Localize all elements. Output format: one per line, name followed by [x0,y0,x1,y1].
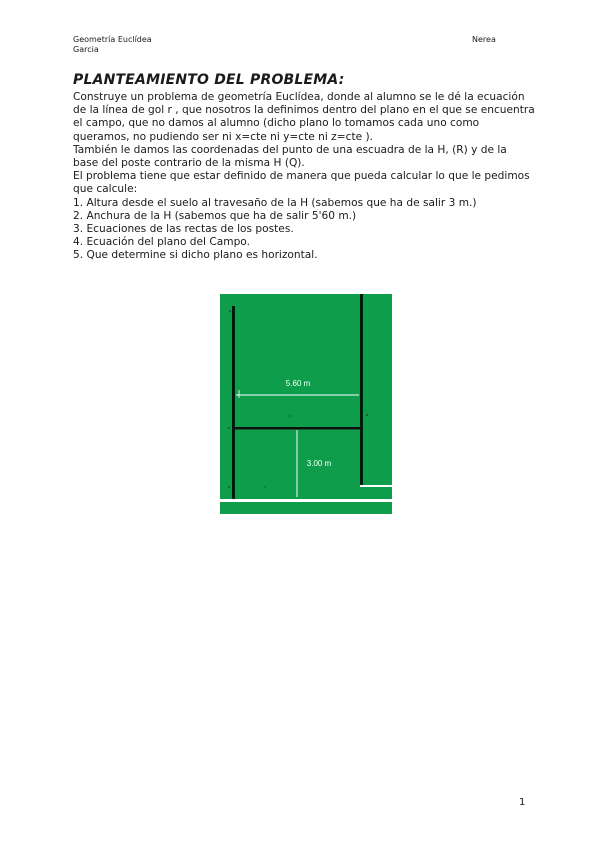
header-left [73,35,152,55]
point-mark-left-base [228,486,230,488]
left-post [232,306,235,499]
task-item-width: 2. Anchura de la H (sabemos que ha de salir 5'60 m.) [73,209,357,222]
paragraph-goal-line: Construye un problema de geometría Euclídea, donde al alumno se le dé la ecuación de la línea de gol r , que nosotros la definimos dentro del plano en el que se encuentra el campo, que no damos al alumno (dicho plano lo tomamos cada uno como queramos, no pudiendo ser ni x=cte ni y=cte ni z=cte ). [73,91,535,143]
paragraph-coordinates: También le damos las coordenadas del punto de una escuadra de la H, (R) y de la base del poste contrario de la misma H (Q). [73,143,507,170]
task-item-height: 1. Altura desde el suelo al travesaño de la H (sabemos que ha de salir 3 m.) [73,196,477,209]
task-item-post-lines: 3. Ecuaciones de las rectas de los postes. [73,223,294,236]
point-mark-left-top [229,310,231,312]
page-title: PLANTEAMIENTO DEL PROBLEMA: [73,72,345,88]
header-author: Nerea [472,35,496,44]
header-subject: Geometría Euclídea [73,35,152,44]
goal-line [220,499,392,502]
task-item-horizontal: 5. Que determine si dicho plano es horizontal. [73,249,318,262]
paragraph-requirements: El problema tiene que estar definido de manera que pueda calcular lo que le pedimos que calcule: [73,170,530,196]
width-label: 5.60 m [285,379,311,388]
page-number: 1 [519,797,526,808]
point-mark-ground [264,486,265,487]
task-item-field-plane: 4. Ecuación del plano del Campo. [73,236,250,249]
crossbar [232,427,363,430]
point-mark-left-crossbar [228,427,230,429]
height-label: 3.00 m [306,459,332,468]
field-background [220,294,392,514]
right-post [360,294,363,485]
point-mark-right-crossbar [366,414,368,416]
ground-line-right [360,485,392,487]
goalpost-diagram [220,294,392,514]
header-surname: Garcia [73,45,99,54]
task-list [73,197,535,263]
point-mark-center [289,415,290,416]
problem-statement [73,91,535,263]
